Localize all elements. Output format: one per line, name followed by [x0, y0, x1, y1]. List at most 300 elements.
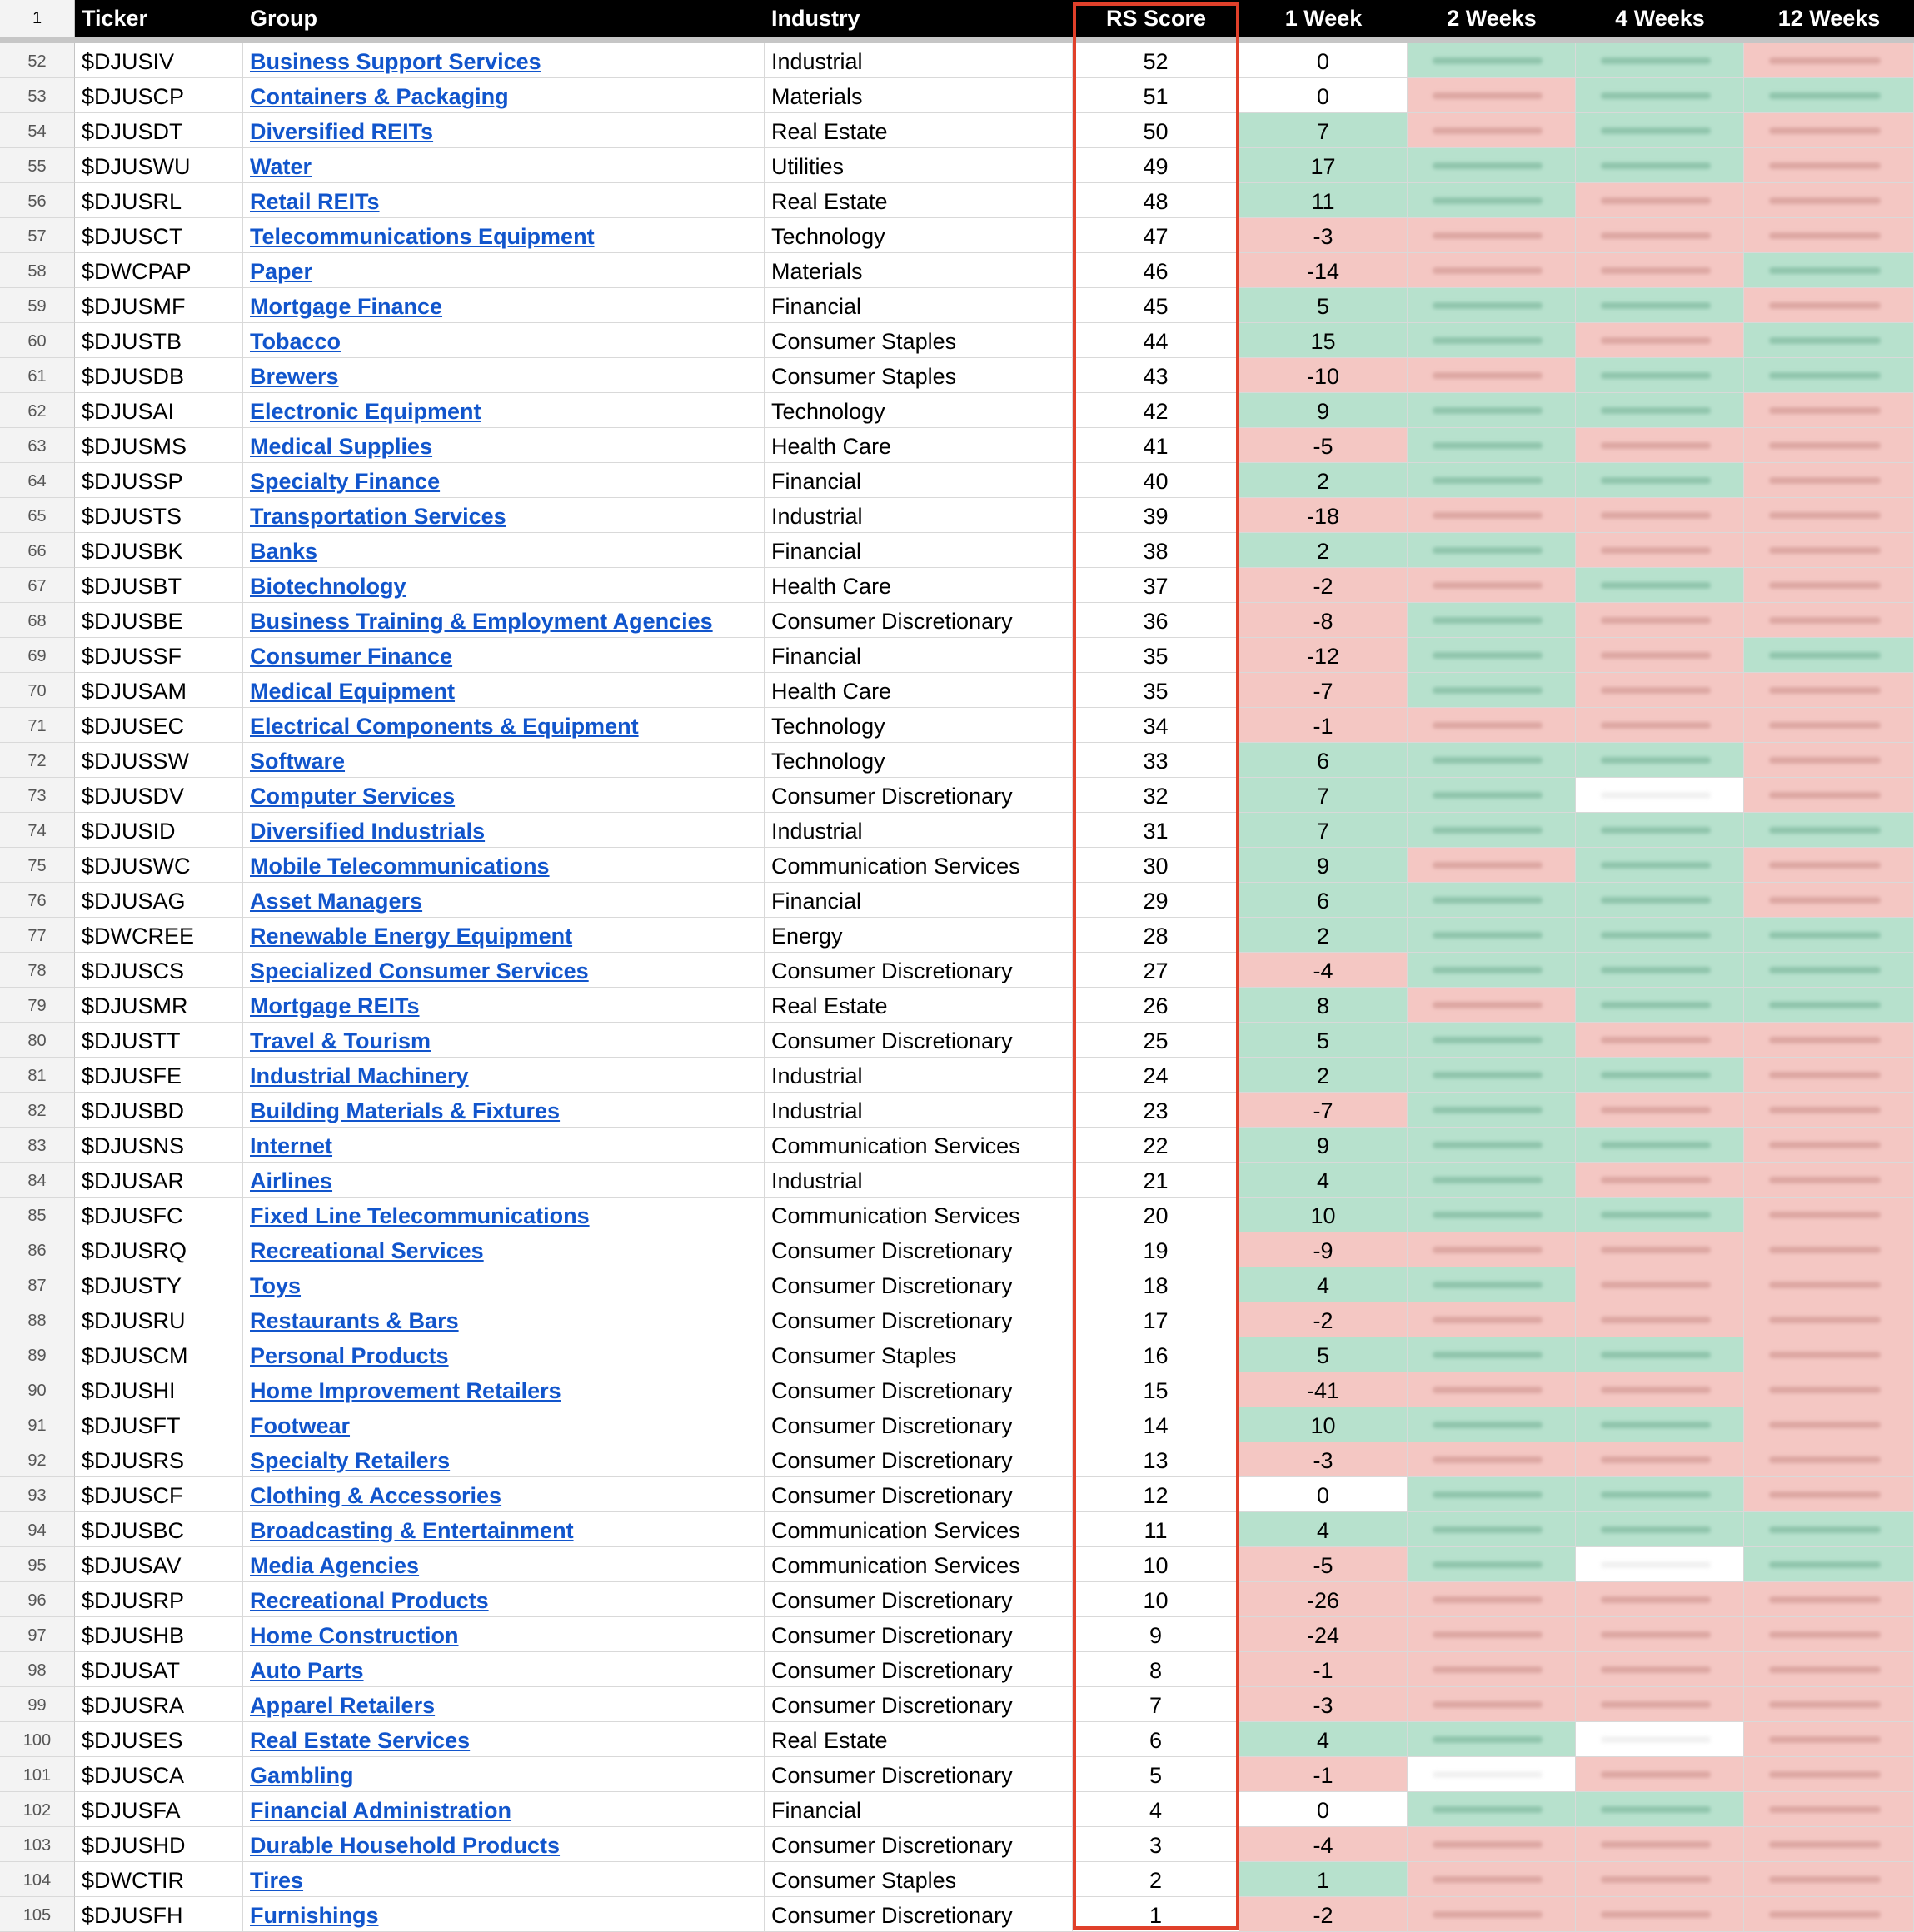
- 4-weeks-cell-redacted[interactable]: [1576, 883, 1744, 918]
- 2-weeks-cell-redacted[interactable]: [1408, 848, 1576, 883]
- industry-cell[interactable]: Financial: [765, 533, 1073, 568]
- 2-weeks-cell-redacted[interactable]: [1408, 1128, 1576, 1163]
- group-cell[interactable]: [243, 78, 765, 113]
- 12-weeks-cell-redacted[interactable]: [1744, 1757, 1914, 1792]
- rs-score-cell[interactable]: 39: [1073, 498, 1239, 533]
- 1-week-cell[interactable]: -7: [1239, 673, 1408, 708]
- ticker-cell[interactable]: $DJUSRP: [75, 1582, 243, 1617]
- row-number[interactable]: 71: [0, 708, 75, 743]
- group-cell[interactable]: [243, 1267, 765, 1302]
- group-link[interactable]: Auto Parts: [250, 1658, 364, 1683]
- group-link[interactable]: Recreational Products: [250, 1588, 489, 1613]
- 1-week-cell[interactable]: 4: [1239, 1163, 1408, 1198]
- 4-weeks-cell-redacted[interactable]: [1576, 1477, 1744, 1512]
- rs-score-cell[interactable]: 44: [1073, 323, 1239, 358]
- ticker-cell[interactable]: $DJUSDB: [75, 358, 243, 393]
- 4-weeks-cell-redacted[interactable]: [1576, 638, 1744, 673]
- group-cell[interactable]: [243, 1862, 765, 1897]
- 12-weeks-cell-redacted[interactable]: [1744, 148, 1914, 183]
- 4-weeks-cell-redacted[interactable]: [1576, 603, 1744, 638]
- group-cell[interactable]: [243, 1232, 765, 1267]
- 4-weeks-cell-redacted[interactable]: [1576, 1897, 1744, 1932]
- 12-weeks-cell-redacted[interactable]: [1744, 1547, 1914, 1582]
- 2-weeks-cell-redacted[interactable]: [1408, 113, 1576, 148]
- ticker-cell[interactable]: $DJUSHI: [75, 1372, 243, 1407]
- ticker-cell[interactable]: $DJUSRL: [75, 183, 243, 218]
- 2-weeks-cell-redacted[interactable]: [1408, 183, 1576, 218]
- 12-weeks-cell-redacted[interactable]: [1744, 813, 1914, 848]
- 2-weeks-cell-redacted[interactable]: [1408, 1617, 1576, 1652]
- column-header-4-weeks[interactable]: 4 Weeks: [1615, 6, 1705, 31]
- column-header-rs-score[interactable]: RS Score: [1105, 6, 1207, 31]
- ticker-cell[interactable]: $DJUSWU: [75, 148, 243, 183]
- group-link[interactable]: Broadcasting & Entertainment: [250, 1518, 574, 1543]
- 4-weeks-cell-redacted[interactable]: [1576, 253, 1744, 288]
- 1-week-cell[interactable]: 6: [1239, 743, 1408, 778]
- 1-week-cell[interactable]: 6: [1239, 883, 1408, 918]
- group-link[interactable]: Gambling: [250, 1763, 354, 1788]
- rs-score-cell[interactable]: 41: [1073, 428, 1239, 463]
- 12-weeks-cell-redacted[interactable]: [1744, 568, 1914, 603]
- ticker-cell[interactable]: $DJUSTS: [75, 498, 243, 533]
- 4-weeks-cell-redacted[interactable]: [1576, 1163, 1744, 1198]
- 2-weeks-cell-redacted[interactable]: [1408, 1198, 1576, 1232]
- row-number[interactable]: 60: [0, 323, 75, 358]
- 1-week-cell[interactable]: -2: [1239, 1897, 1408, 1932]
- rs-score-cell[interactable]: 38: [1073, 533, 1239, 568]
- 12-weeks-cell-redacted[interactable]: [1744, 463, 1914, 498]
- 1-week-cell[interactable]: -3: [1239, 1687, 1408, 1722]
- industry-cell[interactable]: Materials: [765, 253, 1073, 288]
- row-number[interactable]: 95: [0, 1547, 75, 1582]
- group-link[interactable]: Mortgage REITs: [250, 993, 420, 1018]
- group-cell[interactable]: [243, 1652, 765, 1687]
- 4-weeks-cell-redacted[interactable]: [1576, 708, 1744, 743]
- row-number[interactable]: 52: [0, 43, 75, 78]
- group-link[interactable]: Durable Household Products: [250, 1833, 561, 1858]
- 12-weeks-cell-redacted[interactable]: [1744, 778, 1914, 813]
- group-link[interactable]: Water: [250, 154, 312, 179]
- group-cell[interactable]: [243, 288, 765, 323]
- group-link[interactable]: Medical Supplies: [250, 434, 433, 459]
- 1-week-cell[interactable]: 10: [1239, 1198, 1408, 1232]
- row-number[interactable]: 104: [0, 1862, 75, 1897]
- industry-cell[interactable]: Consumer Discretionary: [765, 1477, 1073, 1512]
- ticker-cell[interactable]: $DWCREE: [75, 918, 243, 953]
- 4-weeks-cell-redacted[interactable]: [1576, 1023, 1744, 1058]
- 2-weeks-cell-redacted[interactable]: [1408, 1372, 1576, 1407]
- 1-week-cell[interactable]: 0: [1239, 1792, 1408, 1827]
- 1-week-cell[interactable]: 2: [1239, 918, 1408, 953]
- industry-cell[interactable]: Financial: [765, 883, 1073, 918]
- rs-score-cell[interactable]: 47: [1073, 218, 1239, 253]
- 1-week-cell[interactable]: 15: [1239, 323, 1408, 358]
- row-number[interactable]: 90: [0, 1372, 75, 1407]
- 1-week-cell[interactable]: -12: [1239, 638, 1408, 673]
- industry-cell[interactable]: Technology: [765, 218, 1073, 253]
- industry-cell[interactable]: Financial: [765, 1792, 1073, 1827]
- 4-weeks-cell-redacted[interactable]: [1576, 533, 1744, 568]
- group-link[interactable]: Furnishings: [250, 1903, 379, 1928]
- group-cell[interactable]: [243, 1757, 765, 1792]
- row-number[interactable]: 70: [0, 673, 75, 708]
- rs-score-cell[interactable]: 7: [1073, 1687, 1239, 1722]
- 2-weeks-cell-redacted[interactable]: [1408, 1407, 1576, 1442]
- rs-score-cell[interactable]: 19: [1073, 1232, 1239, 1267]
- group-cell[interactable]: [243, 498, 765, 533]
- group-cell[interactable]: [243, 1442, 765, 1477]
- 2-weeks-cell-redacted[interactable]: [1408, 953, 1576, 988]
- 4-weeks-cell-redacted[interactable]: [1576, 78, 1744, 113]
- industry-cell[interactable]: Financial: [765, 288, 1073, 323]
- group-cell[interactable]: [243, 358, 765, 393]
- group-link[interactable]: Footwear: [250, 1413, 351, 1438]
- group-cell[interactable]: [243, 1058, 765, 1093]
- 2-weeks-cell-redacted[interactable]: [1408, 358, 1576, 393]
- ticker-cell[interactable]: $DJUSDV: [75, 778, 243, 813]
- rs-score-cell[interactable]: 25: [1073, 1023, 1239, 1058]
- 4-weeks-cell-redacted[interactable]: [1576, 428, 1744, 463]
- rs-score-cell[interactable]: 5: [1073, 1757, 1239, 1792]
- industry-cell[interactable]: Consumer Discretionary: [765, 1897, 1073, 1932]
- 12-weeks-cell-redacted[interactable]: [1744, 1442, 1914, 1477]
- 12-weeks-cell-redacted[interactable]: [1744, 1792, 1914, 1827]
- column-header-ticker[interactable]: Ticker: [82, 6, 148, 31]
- 2-weeks-cell-redacted[interactable]: [1408, 568, 1576, 603]
- 1-week-cell[interactable]: -4: [1239, 1827, 1408, 1862]
- group-link[interactable]: Media Agencies: [250, 1553, 420, 1578]
- group-cell[interactable]: [243, 428, 765, 463]
- 2-weeks-cell-redacted[interactable]: [1408, 1477, 1576, 1512]
- group-link[interactable]: Software: [250, 749, 346, 774]
- 2-weeks-cell-redacted[interactable]: [1408, 1547, 1576, 1582]
- ticker-cell[interactable]: $DJUSAI: [75, 393, 243, 428]
- 12-weeks-cell-redacted[interactable]: [1744, 848, 1914, 883]
- row-number-header[interactable]: 1: [0, 0, 75, 37]
- rs-score-cell[interactable]: 51: [1073, 78, 1239, 113]
- row-number[interactable]: 92: [0, 1442, 75, 1477]
- 2-weeks-cell-redacted[interactable]: [1408, 1582, 1576, 1617]
- group-cell[interactable]: [243, 148, 765, 183]
- group-link[interactable]: Computer Services: [250, 784, 456, 809]
- group-cell[interactable]: [243, 953, 765, 988]
- rs-score-cell[interactable]: 43: [1073, 358, 1239, 393]
- group-link[interactable]: Paper: [250, 259, 313, 284]
- 12-weeks-cell-redacted[interactable]: [1744, 708, 1914, 743]
- ticker-cell[interactable]: $DJUSID: [75, 813, 243, 848]
- 12-weeks-cell-redacted[interactable]: [1744, 953, 1914, 988]
- rs-score-cell[interactable]: 2: [1073, 1862, 1239, 1897]
- industry-cell[interactable]: Communication Services: [765, 848, 1073, 883]
- row-number[interactable]: 80: [0, 1023, 75, 1058]
- industry-cell[interactable]: Industrial: [765, 1093, 1073, 1128]
- group-cell[interactable]: [243, 1512, 765, 1547]
- rs-score-cell[interactable]: 11: [1073, 1512, 1239, 1547]
- ticker-cell[interactable]: $DJUSRA: [75, 1687, 243, 1722]
- 1-week-cell[interactable]: 7: [1239, 813, 1408, 848]
- row-number[interactable]: 64: [0, 463, 75, 498]
- 12-weeks-cell-redacted[interactable]: [1744, 1023, 1914, 1058]
- group-cell[interactable]: [243, 1023, 765, 1058]
- industry-cell[interactable]: Consumer Staples: [765, 1862, 1073, 1897]
- ticker-cell[interactable]: $DJUSWC: [75, 848, 243, 883]
- row-number[interactable]: 81: [0, 1058, 75, 1093]
- 4-weeks-cell-redacted[interactable]: [1576, 568, 1744, 603]
- ticker-cell[interactable]: $DJUSBC: [75, 1512, 243, 1547]
- 12-weeks-cell-redacted[interactable]: [1744, 1198, 1914, 1232]
- rs-score-cell[interactable]: 52: [1073, 43, 1239, 78]
- 4-weeks-cell-redacted[interactable]: [1576, 1757, 1744, 1792]
- group-cell[interactable]: [243, 743, 765, 778]
- 1-week-cell[interactable]: 2: [1239, 533, 1408, 568]
- industry-cell[interactable]: Consumer Discretionary: [765, 603, 1073, 638]
- ticker-cell[interactable]: $DJUSSP: [75, 463, 243, 498]
- group-cell[interactable]: [243, 708, 765, 743]
- group-cell[interactable]: [243, 1582, 765, 1617]
- 1-week-cell[interactable]: 2: [1239, 463, 1408, 498]
- 1-week-cell[interactable]: -5: [1239, 1547, 1408, 1582]
- group-cell[interactable]: [243, 533, 765, 568]
- group-link[interactable]: Airlines: [250, 1168, 333, 1193]
- industry-cell[interactable]: Communication Services: [765, 1198, 1073, 1232]
- row-number[interactable]: 57: [0, 218, 75, 253]
- industry-cell[interactable]: Financial: [765, 463, 1073, 498]
- 4-weeks-cell-redacted[interactable]: [1576, 148, 1744, 183]
- 4-weeks-cell-redacted[interactable]: [1576, 1792, 1744, 1827]
- row-number[interactable]: 88: [0, 1302, 75, 1337]
- rs-score-cell[interactable]: 22: [1073, 1128, 1239, 1163]
- row-number[interactable]: 56: [0, 183, 75, 218]
- 1-week-cell[interactable]: 17: [1239, 148, 1408, 183]
- group-cell[interactable]: [243, 1827, 765, 1862]
- 2-weeks-cell-redacted[interactable]: [1408, 498, 1576, 533]
- 4-weeks-cell-redacted[interactable]: [1576, 988, 1744, 1023]
- ticker-cell[interactable]: $DJUSDT: [75, 113, 243, 148]
- group-link[interactable]: Telecommunications Equipment: [250, 224, 595, 249]
- 12-weeks-cell-redacted[interactable]: [1744, 1512, 1914, 1547]
- 12-weeks-cell-redacted[interactable]: [1744, 113, 1914, 148]
- group-cell[interactable]: [243, 1407, 765, 1442]
- 2-weeks-cell-redacted[interactable]: [1408, 148, 1576, 183]
- 4-weeks-cell-redacted[interactable]: [1576, 1652, 1744, 1687]
- industry-cell[interactable]: Consumer Discretionary: [765, 1652, 1073, 1687]
- 2-weeks-cell-redacted[interactable]: [1408, 638, 1576, 673]
- rs-score-cell[interactable]: 21: [1073, 1163, 1239, 1198]
- 12-weeks-cell-redacted[interactable]: [1744, 1687, 1914, 1722]
- row-number[interactable]: 72: [0, 743, 75, 778]
- industry-cell[interactable]: Financial: [765, 638, 1073, 673]
- 2-weeks-cell-redacted[interactable]: [1408, 1792, 1576, 1827]
- group-cell[interactable]: [243, 1163, 765, 1198]
- row-number[interactable]: 54: [0, 113, 75, 148]
- 12-weeks-cell-redacted[interactable]: [1744, 988, 1914, 1023]
- group-link[interactable]: Electronic Equipment: [250, 399, 481, 424]
- 2-weeks-cell-redacted[interactable]: [1408, 918, 1576, 953]
- row-number[interactable]: 84: [0, 1163, 75, 1198]
- industry-cell[interactable]: Industrial: [765, 1058, 1073, 1093]
- group-link[interactable]: Fixed Line Telecommunications: [250, 1203, 590, 1228]
- group-link[interactable]: Brewers: [250, 364, 339, 389]
- 1-week-cell[interactable]: 4: [1239, 1267, 1408, 1302]
- row-number[interactable]: 105: [0, 1897, 75, 1932]
- 1-week-cell[interactable]: 4: [1239, 1722, 1408, 1757]
- 1-week-cell[interactable]: 7: [1239, 778, 1408, 813]
- rs-score-cell[interactable]: 9: [1073, 1617, 1239, 1652]
- group-cell[interactable]: [243, 1792, 765, 1827]
- group-link[interactable]: Transportation Services: [250, 504, 506, 529]
- 1-week-cell[interactable]: -4: [1239, 953, 1408, 988]
- group-link[interactable]: Specialized Consumer Services: [250, 959, 589, 983]
- ticker-cell[interactable]: $DJUSRQ: [75, 1232, 243, 1267]
- column-header-industry[interactable]: Industry: [771, 6, 860, 31]
- 1-week-cell[interactable]: -9: [1239, 1232, 1408, 1267]
- 2-weeks-cell-redacted[interactable]: [1408, 1093, 1576, 1128]
- 12-weeks-cell-redacted[interactable]: [1744, 1302, 1914, 1337]
- 12-weeks-cell-redacted[interactable]: [1744, 498, 1914, 533]
- 2-weeks-cell-redacted[interactable]: [1408, 463, 1576, 498]
- rs-score-cell[interactable]: 48: [1073, 183, 1239, 218]
- industry-cell[interactable]: Consumer Discretionary: [765, 1372, 1073, 1407]
- group-link[interactable]: Biotechnology: [250, 574, 406, 599]
- 12-weeks-cell-redacted[interactable]: [1744, 1407, 1914, 1442]
- ticker-cell[interactable]: $DJUSRU: [75, 1302, 243, 1337]
- group-cell[interactable]: [243, 918, 765, 953]
- 2-weeks-cell-redacted[interactable]: [1408, 1722, 1576, 1757]
- industry-cell[interactable]: Materials: [765, 78, 1073, 113]
- industry-cell[interactable]: Communication Services: [765, 1128, 1073, 1163]
- group-link[interactable]: Financial Administration: [250, 1798, 512, 1823]
- 2-weeks-cell-redacted[interactable]: [1408, 1442, 1576, 1477]
- 2-weeks-cell-redacted[interactable]: [1408, 533, 1576, 568]
- group-link[interactable]: Diversified Industrials: [250, 819, 486, 844]
- 12-weeks-cell-redacted[interactable]: [1744, 1862, 1914, 1897]
- group-link[interactable]: Recreational Services: [250, 1238, 484, 1263]
- 4-weeks-cell-redacted[interactable]: [1576, 113, 1744, 148]
- rs-score-cell[interactable]: 35: [1073, 673, 1239, 708]
- 2-weeks-cell-redacted[interactable]: [1408, 1058, 1576, 1093]
- 2-weeks-cell-redacted[interactable]: [1408, 1827, 1576, 1862]
- 1-week-cell[interactable]: -24: [1239, 1617, 1408, 1652]
- rs-score-cell[interactable]: 30: [1073, 848, 1239, 883]
- 4-weeks-cell-redacted[interactable]: [1576, 1582, 1744, 1617]
- group-link[interactable]: Specialty Finance: [250, 469, 441, 494]
- rs-score-cell[interactable]: 20: [1073, 1198, 1239, 1232]
- 1-week-cell[interactable]: 10: [1239, 1407, 1408, 1442]
- row-number[interactable]: 87: [0, 1267, 75, 1302]
- rs-score-cell[interactable]: 50: [1073, 113, 1239, 148]
- 2-weeks-cell-redacted[interactable]: [1408, 988, 1576, 1023]
- rs-score-cell[interactable]: 31: [1073, 813, 1239, 848]
- rs-score-cell[interactable]: 10: [1073, 1582, 1239, 1617]
- ticker-cell[interactable]: $DJUSBD: [75, 1093, 243, 1128]
- group-link[interactable]: Business Training & Employment Agencies: [250, 609, 713, 634]
- ticker-cell[interactable]: $DJUSBK: [75, 533, 243, 568]
- 4-weeks-cell-redacted[interactable]: [1576, 1058, 1744, 1093]
- 1-week-cell[interactable]: -14: [1239, 253, 1408, 288]
- row-number[interactable]: 78: [0, 953, 75, 988]
- 2-weeks-cell-redacted[interactable]: [1408, 1862, 1576, 1897]
- 4-weeks-cell-redacted[interactable]: [1576, 778, 1744, 813]
- row-number[interactable]: 97: [0, 1617, 75, 1652]
- 1-week-cell[interactable]: -1: [1239, 1757, 1408, 1792]
- 12-weeks-cell-redacted[interactable]: [1744, 1232, 1914, 1267]
- industry-cell[interactable]: Technology: [765, 743, 1073, 778]
- 2-weeks-cell-redacted[interactable]: [1408, 1023, 1576, 1058]
- ticker-cell[interactable]: $DJUSAV: [75, 1547, 243, 1582]
- 4-weeks-cell-redacted[interactable]: [1576, 848, 1744, 883]
- ticker-cell[interactable]: $DJUSCT: [75, 218, 243, 253]
- 12-weeks-cell-redacted[interactable]: [1744, 1128, 1914, 1163]
- ticker-cell[interactable]: $DJUSAT: [75, 1652, 243, 1687]
- 1-week-cell[interactable]: 9: [1239, 1128, 1408, 1163]
- 4-weeks-cell-redacted[interactable]: [1576, 498, 1744, 533]
- rs-score-cell[interactable]: 34: [1073, 708, 1239, 743]
- ticker-cell[interactable]: $DJUSFA: [75, 1792, 243, 1827]
- row-number[interactable]: 77: [0, 918, 75, 953]
- 1-week-cell[interactable]: 7: [1239, 113, 1408, 148]
- 4-weeks-cell-redacted[interactable]: [1576, 743, 1744, 778]
- 12-weeks-cell-redacted[interactable]: [1744, 1372, 1914, 1407]
- rs-score-cell[interactable]: 23: [1073, 1093, 1239, 1128]
- 12-weeks-cell-redacted[interactable]: [1744, 218, 1914, 253]
- rs-score-cell[interactable]: 29: [1073, 883, 1239, 918]
- ticker-cell[interactable]: $DJUSTY: [75, 1267, 243, 1302]
- group-cell[interactable]: [243, 218, 765, 253]
- group-link[interactable]: Industrial Machinery: [250, 1063, 469, 1088]
- 2-weeks-cell-redacted[interactable]: [1408, 218, 1576, 253]
- group-link[interactable]: Renewable Energy Equipment: [250, 924, 573, 949]
- group-cell[interactable]: [243, 1302, 765, 1337]
- group-cell[interactable]: [243, 1617, 765, 1652]
- row-number[interactable]: 93: [0, 1477, 75, 1512]
- rs-score-cell[interactable]: 49: [1073, 148, 1239, 183]
- industry-cell[interactable]: Technology: [765, 708, 1073, 743]
- group-cell[interactable]: [243, 1477, 765, 1512]
- group-cell[interactable]: [243, 463, 765, 498]
- 2-weeks-cell-redacted[interactable]: [1408, 813, 1576, 848]
- industry-cell[interactable]: Technology: [765, 393, 1073, 428]
- row-number[interactable]: 53: [0, 78, 75, 113]
- rs-score-cell[interactable]: 26: [1073, 988, 1239, 1023]
- 1-week-cell[interactable]: -3: [1239, 218, 1408, 253]
- 2-weeks-cell-redacted[interactable]: [1408, 323, 1576, 358]
- industry-cell[interactable]: Consumer Discretionary: [765, 1827, 1073, 1862]
- 4-weeks-cell-redacted[interactable]: [1576, 1128, 1744, 1163]
- group-cell[interactable]: [243, 1128, 765, 1163]
- row-number[interactable]: 69: [0, 638, 75, 673]
- group-link[interactable]: Apparel Retailers: [250, 1693, 436, 1718]
- group-link[interactable]: Mobile Telecommunications: [250, 854, 550, 879]
- 1-week-cell[interactable]: -8: [1239, 603, 1408, 638]
- industry-cell[interactable]: Consumer Discretionary: [765, 1582, 1073, 1617]
- group-cell[interactable]: [243, 393, 765, 428]
- 4-weeks-cell-redacted[interactable]: [1576, 1722, 1744, 1757]
- 4-weeks-cell-redacted[interactable]: [1576, 1198, 1744, 1232]
- group-link[interactable]: Mortgage Finance: [250, 294, 443, 319]
- 2-weeks-cell-redacted[interactable]: [1408, 1652, 1576, 1687]
- ticker-cell[interactable]: $DJUSMR: [75, 988, 243, 1023]
- group-cell[interactable]: [243, 638, 765, 673]
- industry-cell[interactable]: Energy: [765, 918, 1073, 953]
- ticker-cell[interactable]: $DJUSTB: [75, 323, 243, 358]
- rs-score-cell[interactable]: 3: [1073, 1827, 1239, 1862]
- rs-score-cell[interactable]: 8: [1073, 1652, 1239, 1687]
- 12-weeks-cell-redacted[interactable]: [1744, 323, 1914, 358]
- group-cell[interactable]: [243, 673, 765, 708]
- group-link[interactable]: Tires: [250, 1868, 304, 1893]
- industry-cell[interactable]: Consumer Discretionary: [765, 1407, 1073, 1442]
- row-number[interactable]: 76: [0, 883, 75, 918]
